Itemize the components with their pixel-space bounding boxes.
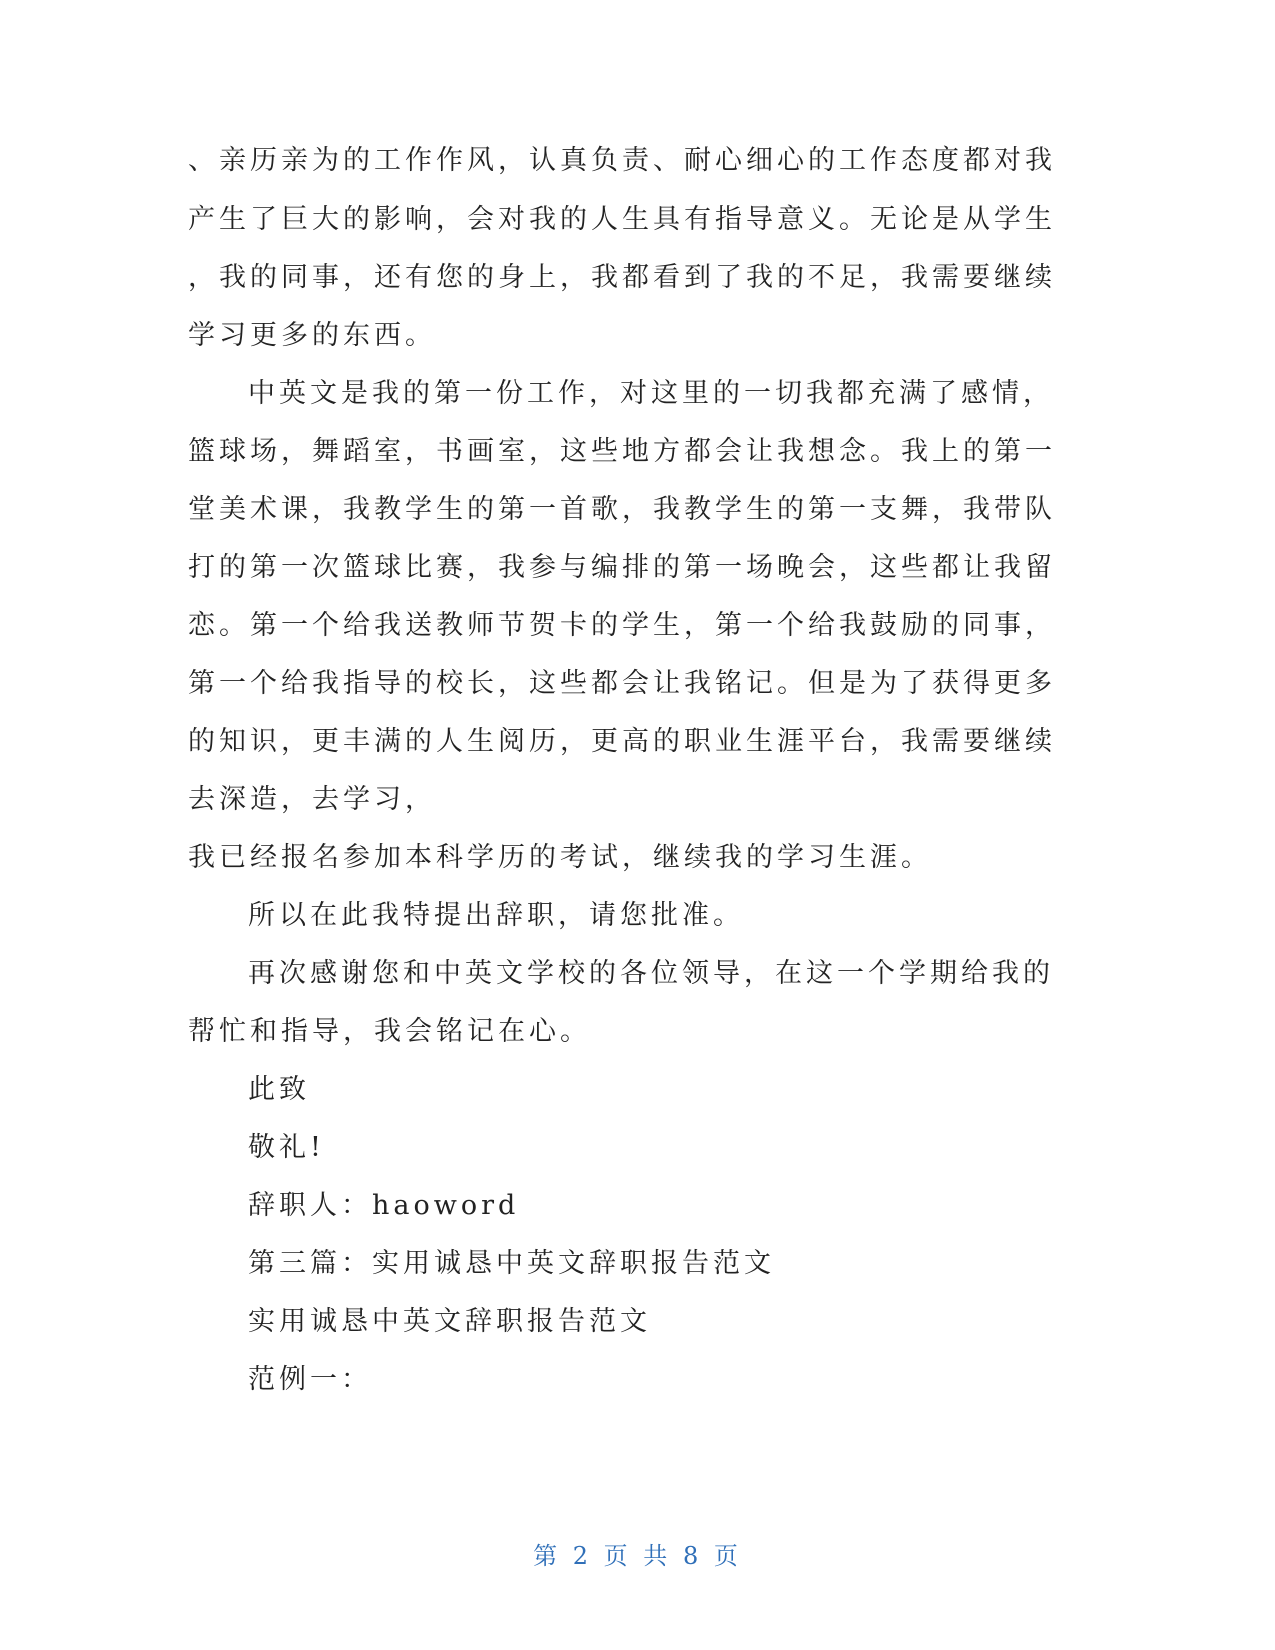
body-line: 所以在此我特提出辞职，请您批准。 [248, 900, 744, 931]
body-line: 我已经报名参加本科学历的考试，继续我的学习生涯。 [188, 842, 932, 873]
body-line: 学习更多的东西。 [188, 320, 436, 351]
example-label: 范例一： [248, 1364, 372, 1395]
body-line: 再次感谢您和中英文学校的各位领导，在这一个学期给我的 [248, 958, 1054, 989]
body-line: 、亲历亲为的工作作风，认真负责、耐心细心的工作态度都对我 [188, 145, 1056, 176]
page-number-footer: 第 2 页 共 8 页 [533, 1542, 742, 1570]
body-line: 第一个给我指导的校长，这些都会让我铭记。但是为了获得更多 [188, 668, 1056, 699]
body-line: 堂美术课，我教学生的第一首歌，我教学生的第一支舞，我带队 [188, 494, 1056, 525]
salutation: 此致 [248, 1074, 310, 1105]
body-line: 的知识，更丰满的人生阅历，更高的职业生涯平台，我需要继续 [188, 726, 1056, 757]
body-line: 打的第一次篮球比赛，我参与编排的第一场晚会，这些都让我留 [188, 552, 1056, 583]
section-title: 实用诚恳中英文辞职报告范文 [248, 1306, 651, 1337]
body-line: ，我的同事，还有您的身上，我都看到了我的不足，我需要继续 [188, 262, 1056, 293]
body-line: 帮忙和指导，我会铭记在心。 [188, 1016, 591, 1047]
body-line: 恋。第一个给我送教师节贺卡的学生，第一个给我鼓励的同事， [188, 610, 1056, 641]
closing: 敬礼! [248, 1132, 325, 1163]
body-line: 去深造，去学习， [188, 784, 436, 815]
section-heading: 第三篇：实用诚恳中英文辞职报告范文 [248, 1248, 775, 1279]
signature-line: 辞职人：haoword [248, 1190, 520, 1221]
body-line: 篮球场，舞蹈室，书画室，这些地方都会让我想念。我上的第一 [188, 436, 1056, 467]
body-line: 产生了巨大的影响，会对我的人生具有指导意义。无论是从学生 [188, 204, 1056, 235]
body-line: 中英文是我的第一份工作，对这里的一切我都充满了感情， [248, 378, 1054, 409]
